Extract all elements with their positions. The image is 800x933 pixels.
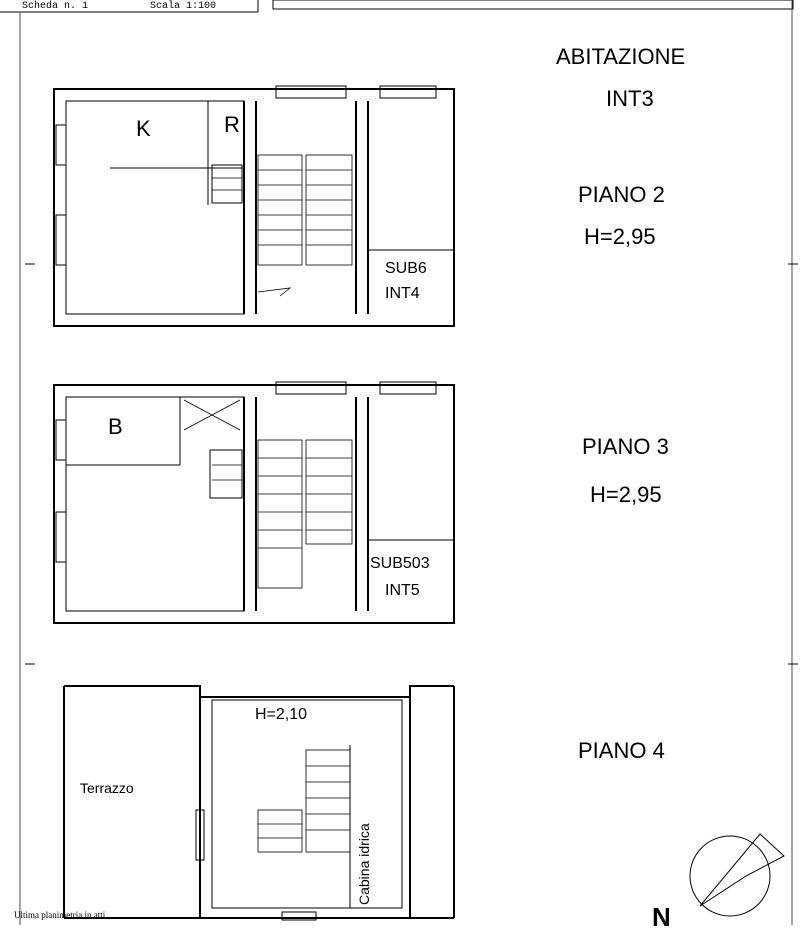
north-arrow-symbol <box>690 834 784 916</box>
windows-floor-2 <box>56 86 436 265</box>
floor-2-name: PIANO 2 <box>578 182 665 207</box>
stairs-floor-3 <box>184 400 352 588</box>
room-label-b: B <box>108 414 123 439</box>
room-label-r: R <box>224 112 240 137</box>
title-line-2: INT3 <box>606 86 654 111</box>
floor-2-height: H=2,95 <box>584 224 656 249</box>
room-label-k: K <box>136 116 151 141</box>
floor-4-height: H=2,10 <box>255 706 308 723</box>
room-label-terrazzo: Terrazzo <box>80 780 134 796</box>
stairs-floor-2 <box>212 155 352 296</box>
north-label: N <box>652 902 671 932</box>
header-box <box>273 0 793 9</box>
floor-3-height: H=2,95 <box>590 482 662 507</box>
stairs-floor-4 <box>258 750 350 852</box>
neighbor-int-floor-2: INT4 <box>385 285 420 302</box>
neighbor-sub-floor-2: SUB6 <box>385 260 427 277</box>
neighbor-int-floor-3: INT5 <box>385 582 420 599</box>
neighbor-sub-floor-3: SUB503 <box>370 555 430 572</box>
windows-floor-3 <box>56 382 436 562</box>
footer-note: Ultima planimetria in atti <box>14 910 106 920</box>
windows-floor-4 <box>196 810 316 920</box>
scale-label: Scala 1:100 <box>150 1 217 12</box>
room-label-cabina-idrica: Cabina idrica <box>356 823 372 905</box>
title-line-1: ABITAZIONE <box>556 44 686 69</box>
floor-4-name: PIANO 4 <box>578 738 665 763</box>
scheda-number: Scheda n. 1 <box>22 1 89 12</box>
floor-3-name: PIANO 3 <box>582 434 669 459</box>
